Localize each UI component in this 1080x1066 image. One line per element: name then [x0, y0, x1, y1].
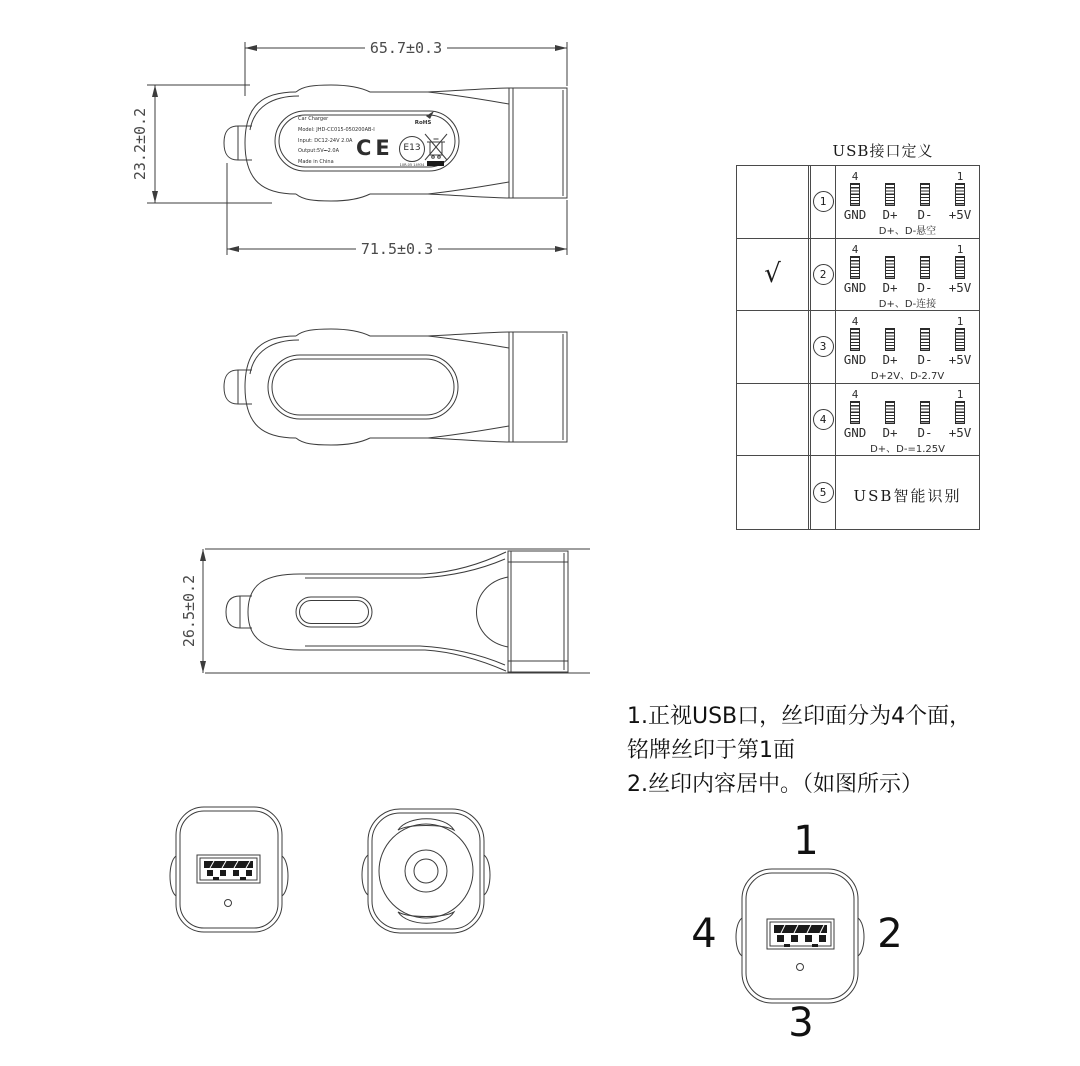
circled-number: 2: [813, 264, 834, 285]
circled-number: 1: [813, 191, 834, 212]
pin-label: D+: [882, 352, 898, 368]
pin-bar: [885, 183, 895, 206]
label-output: Output:5V⎓2.0A: [298, 148, 340, 155]
pin-bar: [850, 328, 860, 351]
pin-label: +5V: [948, 279, 972, 295]
side-view-plain: [224, 329, 567, 445]
row-note: D+、D-悬空: [878, 226, 937, 237]
dimension-profile-height: 26.5±0.2: [180, 574, 198, 648]
pin-label: GND: [843, 424, 867, 440]
circled-number: 3: [813, 336, 834, 357]
table-row: [737, 166, 979, 239]
rohs-mark: RoHS: [414, 120, 432, 126]
table-row: [737, 239, 979, 312]
pin-bar: [850, 401, 860, 424]
pin-bar: [955, 183, 965, 206]
pin-number: 1: [956, 170, 964, 183]
side-view-profile: [200, 549, 590, 673]
pin-number: 4: [851, 170, 859, 183]
row-note: D+、D-连接: [878, 298, 937, 310]
row-note: D+、D-=1.25V: [870, 443, 945, 455]
label-model: Model: JHD-CC015-050200AB-I: [298, 126, 375, 133]
pin-number: 1: [956, 387, 964, 401]
pin-bar: [955, 328, 965, 351]
pin-bar: [850, 256, 860, 279]
dimension-left-height: 23.2±0.2: [131, 107, 149, 181]
pin-label: D-: [917, 207, 933, 222]
e-mark-text: E13: [403, 143, 421, 153]
pin-bar: [955, 401, 965, 424]
table-row: [737, 311, 979, 384]
pin-label: +5V: [948, 424, 972, 440]
pin-bar: [920, 328, 930, 351]
pin-label: D+: [882, 424, 898, 440]
dimension-top-width: 65.7±0.3: [245, 41, 567, 56]
table-row: [737, 456, 979, 529]
pin-label: D-: [917, 352, 933, 368]
pin-number: 4: [851, 315, 859, 329]
note-line-3: 2.丝印内容居中。（如图所示）: [627, 772, 923, 797]
pin-bar: [920, 256, 930, 279]
pin-bar: [850, 183, 860, 206]
row-selected-mark: [737, 311, 811, 383]
usb-definition-table: [736, 165, 980, 530]
pin-number: 1: [956, 315, 964, 329]
pin-label: GND: [843, 207, 867, 222]
pin-label: +5V: [948, 352, 972, 368]
face-number-top: 1: [793, 818, 819, 864]
ce-mark-icon: CE: [356, 136, 394, 160]
label-origin: Made in China: [298, 159, 334, 166]
dimension-bottom-width: 71.5±0.3: [227, 242, 567, 257]
note-line-2: 铭牌丝印于第1面: [627, 738, 795, 763]
pin-bar: [920, 183, 930, 206]
face-orientation-view: [736, 869, 864, 1003]
pin-label: D-: [917, 424, 933, 440]
pin-label: D-: [917, 279, 933, 295]
led-indicator-hole: [225, 900, 232, 907]
circled-number: 4: [813, 409, 834, 430]
face-number-left: 4: [691, 911, 717, 957]
row-selected-mark: √: [737, 239, 811, 311]
pin-bar: [885, 256, 895, 279]
note-line-1: 1.正视USB口，丝印面分为4个面，: [627, 704, 972, 729]
pin-number: 4: [851, 387, 859, 401]
pin-label: +5V: [948, 207, 972, 222]
silkscreen-notes: [627, 700, 1067, 802]
row-selected-mark: [737, 456, 811, 529]
led-indicator-hole: [797, 964, 804, 971]
pin-label: GND: [843, 279, 867, 295]
pin-label: D+: [882, 279, 898, 295]
label-black-bar: [427, 161, 444, 166]
face-number-right: 2: [877, 911, 903, 957]
pin-label: D+: [882, 207, 898, 222]
front-view-usb-face: [170, 807, 288, 932]
label-product-name: Car Charger: [298, 116, 329, 122]
usb-table-title: USB接口定义: [832, 142, 934, 160]
row-selected-mark: [737, 166, 811, 238]
circled-number: 5: [813, 482, 834, 503]
row-note: D+2V、D-2.7V: [870, 371, 945, 383]
pin-number: 4: [851, 242, 859, 256]
weee-bin-icon: [425, 134, 447, 160]
row-note: USB智能识别: [853, 486, 962, 505]
pin-bar: [885, 328, 895, 351]
e-mark-approval-number: 10R-05 14934: [399, 163, 425, 167]
pin-label: GND: [843, 352, 867, 368]
pin-number: 1: [956, 242, 964, 256]
rear-view-plug-face: [362, 809, 490, 933]
center-contact-tip: [414, 859, 438, 883]
face-number-bottom: 3: [788, 1000, 814, 1046]
table-row: [737, 384, 979, 457]
pin-bar: [955, 256, 965, 279]
pin-bar: [885, 401, 895, 424]
row-selected-mark: [737, 384, 811, 456]
label-input: Input: DC12-24V 2.0A: [298, 137, 353, 144]
pin-bar: [920, 401, 930, 424]
